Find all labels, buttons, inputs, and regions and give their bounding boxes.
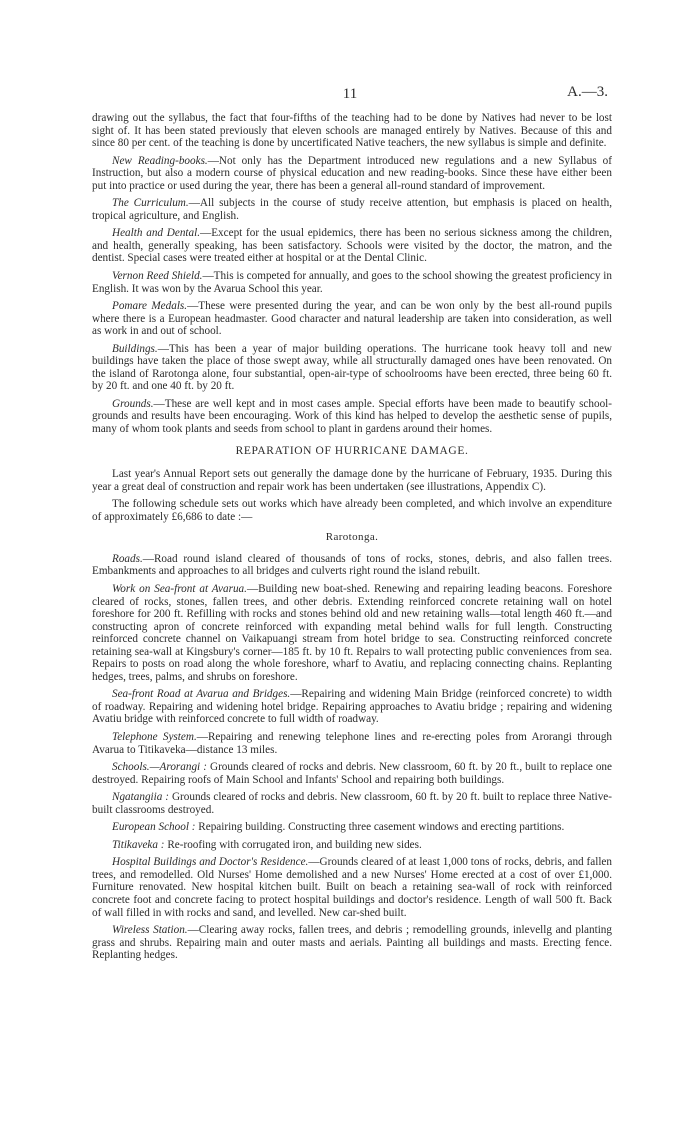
paragraph-title: Grounds. [112, 397, 154, 410]
work-hospital [92, 856, 612, 919]
paragraph-grounds [92, 398, 612, 436]
work-wireless-station [92, 924, 612, 962]
subheading-rarotonga: Rarotonga. [325, 531, 379, 544]
work-text: Grounds cleared of rocks and debris. New classroom, 60 ft. by 20 ft. built to replace three Native-built classrooms destroyed. [92, 791, 612, 816]
work-title: Sea-front Road at Avarua and Bridges. [112, 688, 291, 701]
work-title: Schools.—Arorangi : [112, 761, 207, 774]
section-paragraph: Last year's Annual Report sets out generally the damage done by the hurricane of February, 1935. During this year a great deal of construction and repair work has been undertaken (see illustrations, Appendix C). [92, 468, 612, 493]
intro-paragraph: drawing out the syllabus, the fact that four-fifths of the teaching had to be done by Natives had never to be lost sight of. It has been stated previously that eleven schools are managed entirely by Natives. Because of this and since 80 per cent. of the teaching is done by uncertificated Native teachers, the new syllabus is simple and definite. [92, 112, 612, 150]
work-text: —Grounds cleared of at least 1,000 tons of rocks, debris, and fallen trees, and remodelled. Old Nurses' Home demolished and a new Nurses' Home erected at a cost of over £1,000. Furniture renovated. New hospital kitchen built. Built on beach a retaining sea-wall of rock with reinforced concrete foot and concrete facing to protect hospital buildings and doctor's residence. Length of wall 500 ft. Back of wall filled in with rocks and sand, and levelled. New car-shed built. [92, 856, 612, 919]
work-ngatangiia [92, 791, 612, 816]
work-schools-arorangi [92, 761, 612, 786]
work-text: —Repairing and widening Main Bridge (reinforced concrete) to width of roadway. Repairing and widening hotel bridge. Repairing approaches to Avatiu bridge ; repairing and widening Avatiu bridge with reinforced concrete to full width of roadway. [92, 688, 612, 726]
paragraph-text: —This has been a year of major building operations. The hurricane took heavy toll and new buildings have taken the place of those swept away, while all structurally damaged ones have been renovated. On the island of Rarotonga alone, four substantial, open-air-type of schoolrooms have been erected, three being 60 ft. by 20 ft. and one 40 ft. by 20 ft. [92, 342, 612, 393]
work-sea-front [92, 583, 612, 683]
paragraph-vernon-reed-shield [92, 270, 612, 295]
work-text: Repairing building. Constructing three casement windows and erecting partitions. [195, 821, 565, 834]
work-text: Grounds cleared of rocks and debris. New classroom, 60 ft. by 20 ft., built to replace one destroyed. Repairing roofs of Main School and Infants' School and repairing both buildings. [92, 761, 612, 786]
work-text: Re-roofing with corrugated iron, and building new sides. [164, 838, 422, 851]
paragraph-title: Health and Dental. [112, 227, 201, 240]
section-heading: REPARATION OF HURRICANE DAMAGE. [235, 444, 469, 457]
paragraph-text: —Except for the usual epidemics, there has been no serious sickness among the children, and health, generally speaking, has been satisfactory. Schools were visited by the doctor, the matron, and the dentist. Special cases were treated either at hospital or at the Dental Clinic. [92, 227, 612, 265]
work-text: —Repairing and renewing telephone lines and re-erecting poles from Arorangi through Avarua to Titikaveka—distance 13 miles. [92, 730, 613, 756]
work-title: Roads. [112, 552, 143, 565]
work-telephone [92, 731, 612, 756]
paragraph-new-reading-books [92, 155, 612, 193]
page-number: 11 [342, 86, 358, 102]
section-paragraph: The following schedule sets out works which have already been completed, and which involve an expenditure of approximately £6,686 to date :— [92, 498, 612, 523]
work-text: —Clearing away rocks, fallen trees, and debris ; remodelling grounds, inlevellg and planting grass and shrubs. Repairing main and outer masts and aerials. Painting all buildings and masts. Erecting fence. Replanting hedges. [92, 924, 612, 962]
document-reference: A.—3. [567, 84, 608, 100]
work-title: Wireless Station. [112, 924, 188, 937]
work-title: Hospital Buildings and Doctor's Residence. [112, 856, 309, 869]
work-title: Work on Sea-front at Avarua. [112, 582, 247, 595]
page-body [92, 112, 612, 967]
paragraph-title: The Curriculum. [112, 197, 189, 210]
paragraph-text: —These were presented during the year, and can be won only by the best all-round pupils where there is a European headmaster. Good character and natural leadership are taken into consideration, as well as work in and out of school. [92, 300, 612, 338]
work-sea-front-road [92, 688, 612, 726]
paragraph-title: Vernon Reed Shield. [112, 270, 203, 283]
paragraph-curriculum [92, 197, 612, 222]
paragraph-text: —All subjects in the course of study receive attention, but emphasis is placed on health, tropical agriculture, and English. [92, 197, 612, 222]
paragraph-text: —This is competed for annually, and goes to the school showing the greatest proficiency in English. It was won by the Avarua School this year. [92, 270, 613, 295]
work-european-school [92, 821, 612, 834]
paragraph-pomare-medals [92, 300, 612, 338]
paragraph-title: Buildings. [112, 342, 158, 355]
work-roads [92, 553, 612, 578]
paragraph-buildings [92, 343, 612, 393]
work-title: European School : [112, 821, 196, 834]
paragraph-title: Pomare Medals. [112, 300, 188, 313]
paragraph-title: New Reading-books. [112, 154, 208, 167]
work-titikaveka [92, 839, 612, 852]
work-text: —Road round island cleared of thousands of tons of rocks, stones, debris, and also fallen trees. Embankments and approaches to all bridges and culverts right round the island rebuilt. [92, 552, 612, 578]
paragraph-health-dental [92, 227, 612, 265]
work-text: —Building new boat-shed. Renewing and repairing leading beacons. Foreshore cleared of rocks, stones, fallen trees, and other debris. Extending reinforced concrete retaining wall on hotel foreshore for 200 ft. Refilling with rocks and stones behind old and new retaining walls—total length 460 ft.—and constructing apron of concrete reinforced with expanding metal behind walls for full length. Constructing reinforced concrete channel on Vaikapuangi stream from hotel bridge to sea. Constructing reinforced concrete retaining sea-wall at Kingsbury's corner—185 ft. by 10 ft. Repairs to wall protecting public conveniences from sea. Repairs to posts on road along the whole foreshore, wharf to Avatiu, and replacing connecting chains. Replanting hedges, trees, palms, and shrubs on foreshore. [92, 582, 613, 683]
work-title: Titikaveka : [112, 838, 165, 851]
work-title: Telephone System. [112, 730, 197, 743]
work-title: Ngatangiia : [112, 791, 170, 804]
paragraph-text: —Not only has the Department introduced new regulations and a new Syllabus of Instruction, but also a modern course of physical education and new reading-books. Since these have either been put into practice or used during the year, there has been a general all-round standard of improvement. [92, 154, 612, 192]
paragraph-text: —These are well kept and in most cases ample. Special efforts have been made to beautify school-grounds and results have been encouraging. Work of this kind has helped to develop the aesthetic sense of pupils, many of whom took plants and seeds from school to plant in gardens around their homes. [92, 397, 612, 436]
